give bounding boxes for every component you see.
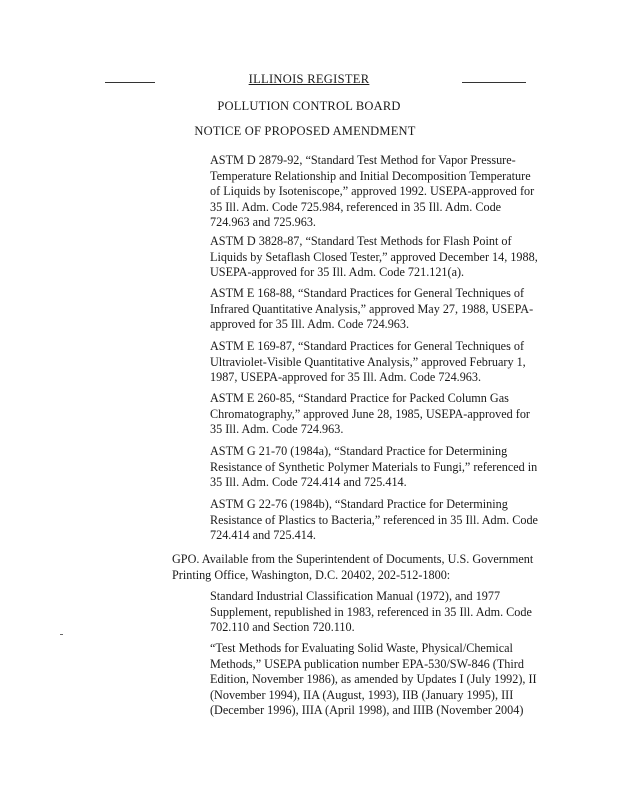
notice-title: NOTICE OF PROPOSED AMENDMENT <box>194 124 416 138</box>
entry-astm-e260: ASTM E 260-85, “Standard Practice for Packed Column Gas Chromatography,” approved June 28, 1985, USEPA-approved for 35 Ill. Adm. Code 724.963. <box>210 391 530 437</box>
register-title: ILLINOIS REGISTER <box>248 72 370 86</box>
board-name: POLLUTION CONTROL BOARD <box>217 99 401 113</box>
entry-astm-e169: ASTM E 169-87, “Standard Practices for General Techniques of Ultraviolet-Visible Quantitative Analysis,” approved February 1, 1987, USEPA-approved for 35 Ill. Adm. Code 724.963. <box>210 339 526 385</box>
entry-astm-e168: ASTM E 168-88, “Standard Practices for General Techniques of Infrared Quantitative Analysis,” approved May 27, 1988, USEPA-approved for 35 Ill. Adm. Code 724.963. <box>210 286 534 332</box>
entry-astm-g22: ASTM G 22-76 (1984b), “Standard Practice for Determining Resistance of Plastics to Bacteria,” referenced in 35 Ill. Adm. Code 724.414 and 725.414. <box>210 497 538 543</box>
entry-astm-g21: ASTM G 21-70 (1984a), “Standard Practice for Determining Resistance of Synthetic Polymer Materials to Fungi,” referenced in 35 Ill. Adm. Code 724.414 and 725.414. <box>210 444 538 490</box>
entry-astm-d3828: ASTM D 3828-87, “Standard Test Methods for Flash Point of Liquids by Setaflash Closed Tester,” approved December 14, 1988, USEPA-approved for 35 Ill. Adm. Code 721.121(a). <box>210 234 538 280</box>
entry-astm-d2879: ASTM D 2879-92, “Standard Test Method for Vapor Pressure-Temperature Relationship and Initial Decomposition Temperature of Liquids by Isoteniscope,” approved 1992. USEPA-approved for 35 Ill. Adm. Code 725.984, referenced in 35 Ill. Adm. Code 724.963 and 725.963. <box>210 153 535 230</box>
entry-sw846: “Test Methods for Evaluating Solid Waste, Physical/Chemical Methods,” USEPA publication number EPA-530/SW-846 (Third Edition, November 1986), as amended by Updates I (July 1992), II (November 1994), IIA (August, 1993), IIB (January 1995), III (December 1996), IIIA (April 1998), and IIIB (November 2004) <box>210 641 537 718</box>
margin-mark <box>60 634 63 635</box>
entry-sic-manual: Standard Industrial Classification Manual (1972), and 1977 Supplement, republished in 1983, referenced in 35 Ill. Adm. Code 702.110 and Section 720.110. <box>210 589 532 635</box>
gpo-paragraph: GPO. Available from the Superintendent of Documents, U.S. Government Printing Office, Washington, D.C. 20402, 202-512-1800: <box>172 552 534 582</box>
